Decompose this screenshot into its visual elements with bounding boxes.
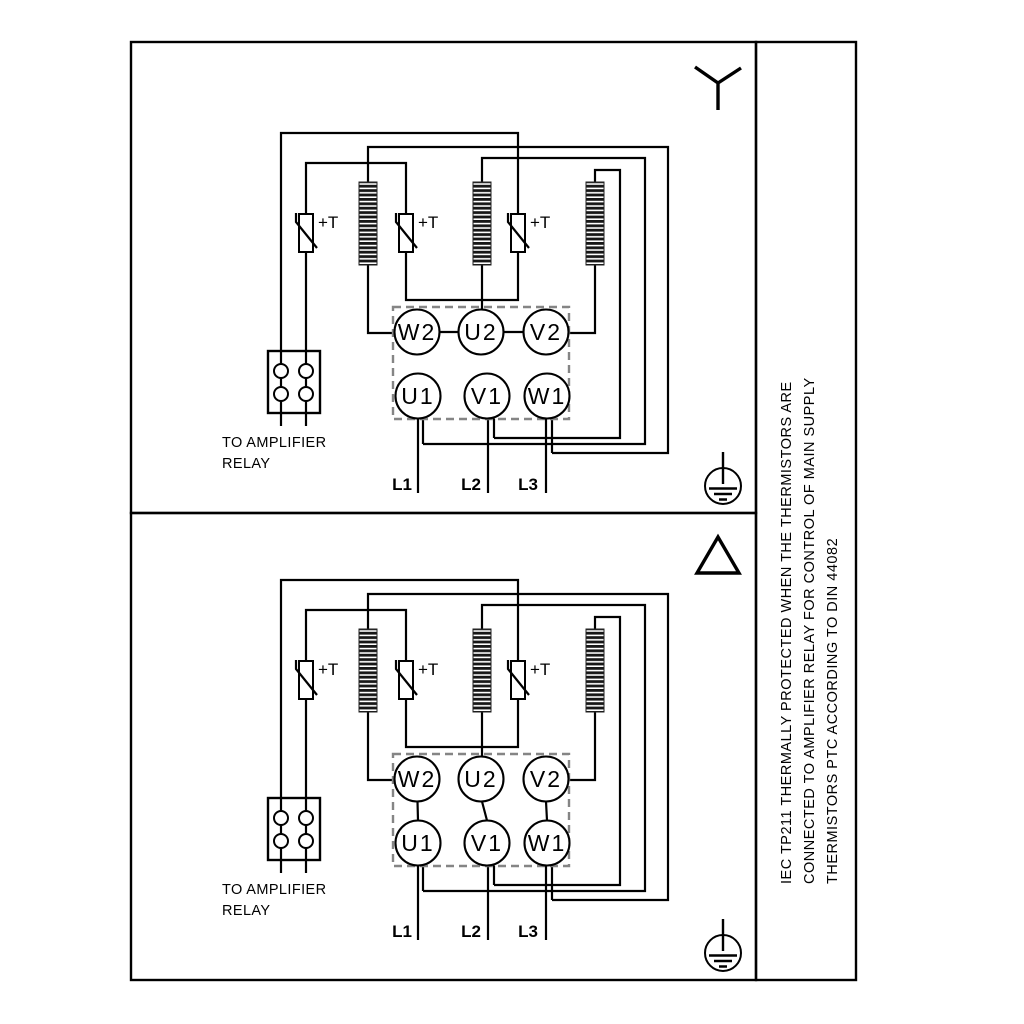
supply-line-label-l2: L2 bbox=[461, 475, 481, 494]
relay-caption-line1: TO AMPLIFIER bbox=[222, 435, 327, 451]
terminal-label-w1: W1 bbox=[527, 830, 567, 856]
thermistor-label: +T bbox=[318, 213, 339, 232]
terminal-label-v1: V1 bbox=[470, 383, 504, 409]
note-line-2: CONNECTED TO AMPLIFIER RELAY FOR CONTROL OF MAIN SUPPLY bbox=[802, 377, 818, 884]
relay-caption-line2: RELAY bbox=[222, 903, 271, 919]
circuit-wiring bbox=[268, 133, 668, 493]
terminal-label-u2: U2 bbox=[464, 766, 498, 792]
note-panel bbox=[779, 377, 841, 884]
terminal-label-u2: U2 bbox=[464, 319, 498, 345]
thermistor-label: +T bbox=[318, 660, 339, 679]
supply-line-label-l2: L2 bbox=[461, 922, 481, 941]
terminal-label-w2: W2 bbox=[397, 766, 437, 792]
note-line-3: THERMISTORS PTC ACCORDING TO DIN 44082 bbox=[825, 537, 841, 884]
star-icon bbox=[695, 67, 741, 110]
circuit-wiring bbox=[268, 580, 668, 940]
panel-star bbox=[222, 67, 741, 504]
supply-line-label-l3: L3 bbox=[518, 475, 538, 494]
thermistor-label: +T bbox=[530, 213, 551, 232]
relay-caption-line1: TO AMPLIFIER bbox=[222, 882, 327, 898]
thermistor-label: +T bbox=[418, 213, 439, 232]
terminal-label-u1: U1 bbox=[401, 830, 435, 856]
terminal-label-v2: V2 bbox=[529, 319, 563, 345]
terminal-label-w2: W2 bbox=[397, 319, 437, 345]
thermistor-label: +T bbox=[418, 660, 439, 679]
supply-line-label-l3: L3 bbox=[518, 922, 538, 941]
terminal-label-v2: V2 bbox=[529, 766, 563, 792]
earth-ground-icon bbox=[705, 919, 741, 971]
supply-line-label-l1: L1 bbox=[392, 475, 412, 494]
earth-ground-icon bbox=[705, 452, 741, 504]
terminal-label-u1: U1 bbox=[401, 383, 435, 409]
terminal-label-w1: W1 bbox=[527, 383, 567, 409]
note-line-1: IEC TP211 THERMALLY PROTECTED WHEN THE THERMISTORS ARE bbox=[779, 381, 795, 884]
delta-bridge-links bbox=[418, 802, 548, 821]
thermistor-label: +T bbox=[530, 660, 551, 679]
terminal-label-v1: V1 bbox=[470, 830, 504, 856]
panel-delta bbox=[222, 537, 741, 971]
supply-line-label-l1: L1 bbox=[392, 922, 412, 941]
relay-caption-line2: RELAY bbox=[222, 456, 271, 472]
delta-icon bbox=[697, 537, 739, 573]
